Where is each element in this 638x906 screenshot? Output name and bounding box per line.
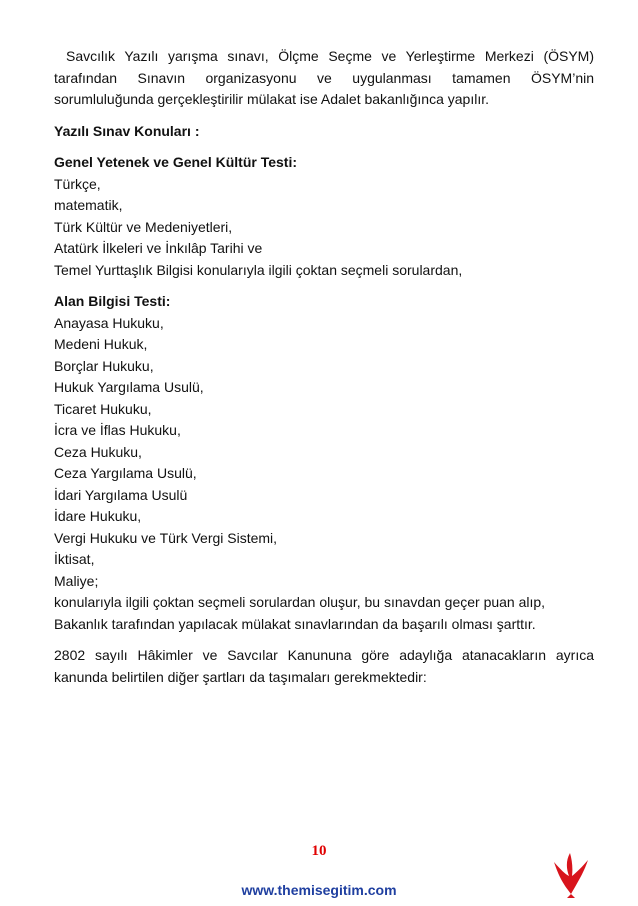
general-test-section: [54, 152, 594, 281]
document-body: [54, 46, 594, 698]
field-test-list: [54, 313, 594, 636]
website-link[interactable]: www.themisegitim.com: [241, 882, 397, 898]
field-test-heading: Alan Bilgisi Testi:: [54, 293, 171, 309]
page-number: 10: [311, 843, 327, 859]
list-item: Ticaret Hukuku,: [54, 400, 152, 417]
field-test-section: [54, 291, 594, 635]
list-item: Türk Kültür ve Medeniyetleri,: [54, 218, 233, 235]
list-item: Vergi Hukuku ve Türk Vergi Sistemi,: [54, 529, 278, 546]
list-item: Hukuk Yargılama Usulü,: [54, 379, 204, 395]
list-item: Borçlar Hukuku,: [54, 357, 154, 374]
list-item: Maliye;: [54, 572, 99, 589]
list-item: Bakanlık tarafından yapılacak mülakat sınavlarından da başarılı olması şarttır.: [54, 615, 536, 632]
list-item: İdari Yargılama Usulü: [54, 486, 188, 503]
list-item: Anayasa Hukuku,: [54, 314, 164, 331]
general-test-list: [54, 174, 594, 282]
list-item: İcra ve İflas Hukuku,: [54, 422, 181, 438]
list-item: Atatürk İlkeleri ve İnkılâp Tarihi ve: [54, 240, 263, 256]
list-item: İktisat,: [54, 551, 95, 567]
intro-paragraph: Savcılık Yazılı yarışma sınavı, Ölçme Seçme ve Yerleştirme Merkezi (ÖSYM) tarafından Sınavın organizasyonu ve uygulanması tamamen ÖSYM’nin sorumluluğunda gerçekleştirilir mülakat ise Adalet bakanlığınca yapılır.: [54, 48, 594, 107]
list-item: matematik,: [54, 197, 123, 213]
general-test-heading: Genel Yetenek ve Genel Kültür Testi:: [54, 154, 298, 170]
list-item: Temel Yurttaşlık Bilgisi konularıyla ilgili çoktan seçmeli sorulardan,: [54, 261, 463, 278]
list-item: Türkçe,: [54, 175, 101, 192]
list-item: Medeni Hukuk,: [54, 336, 148, 352]
list-item: konularıyla ilgili çoktan seçmeli sorulardan oluşur, bu sınavdan geçer puan alıp,: [54, 594, 546, 610]
list-item: Ceza Hukuku,: [54, 443, 142, 460]
list-item: İdare Hukuku,: [54, 508, 142, 524]
closing-paragraph: 2802 sayılı Hâkimler ve Savcılar Kanununa göre adaylığa atanacakların ayrıca kanunda belirtilen diğer şartları da taşımaları gerekmektedir:: [54, 647, 594, 685]
exam-topics-heading: Yazılı Sınav Konuları :: [54, 122, 200, 139]
list-item: Ceza Yargılama Usulü,: [54, 465, 197, 481]
